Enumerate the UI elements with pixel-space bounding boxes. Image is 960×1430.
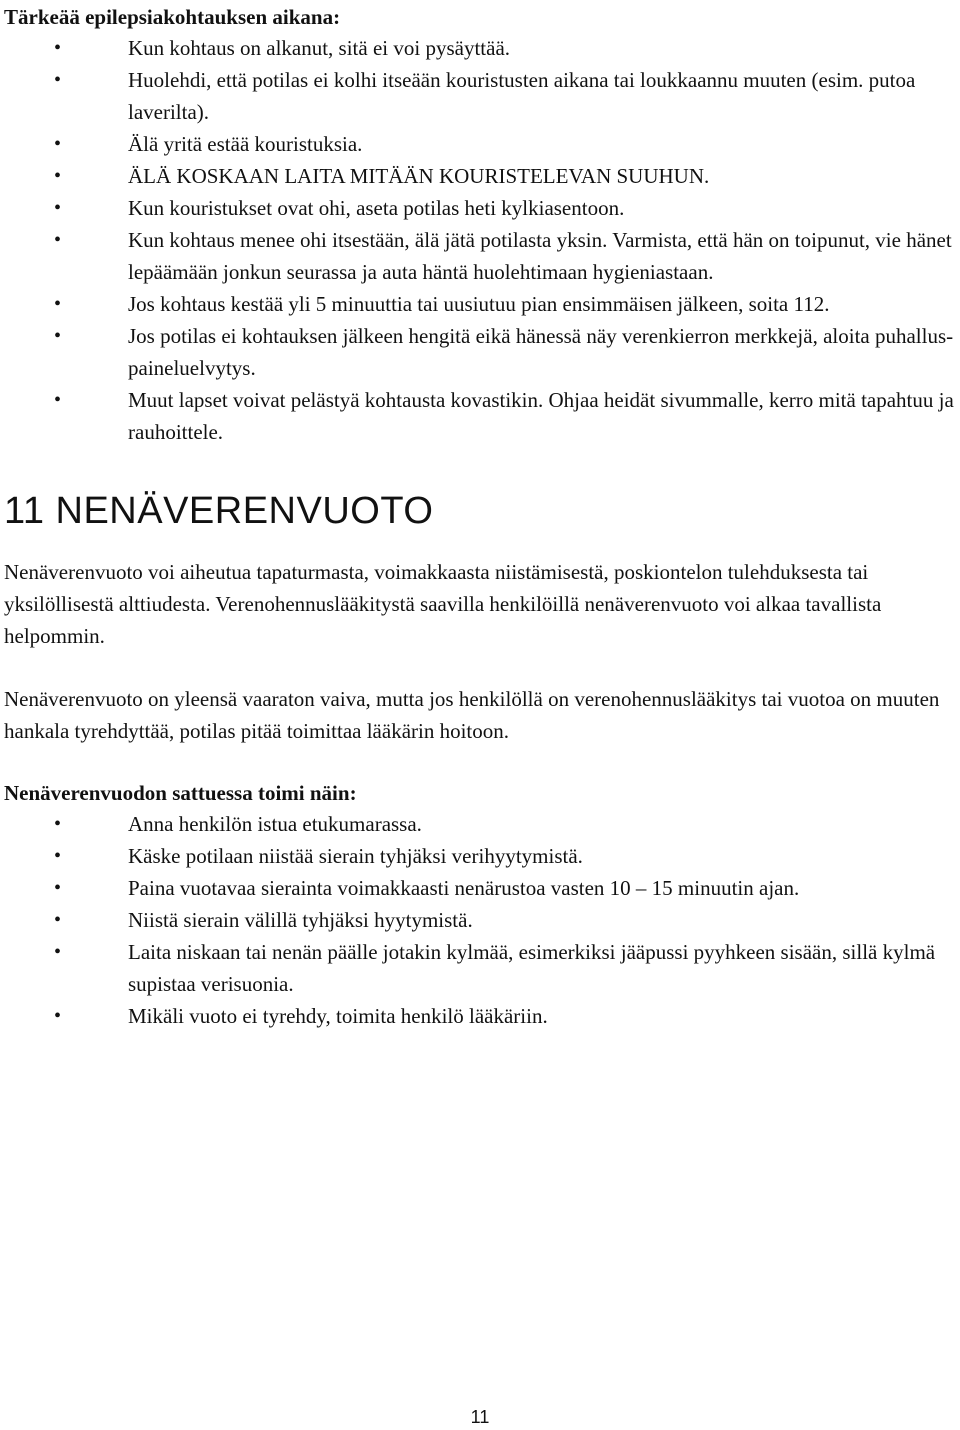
bullet-icon: • — [54, 69, 62, 91]
bullet-icon: • — [54, 845, 62, 867]
list-item — [4, 64, 956, 128]
list-item — [4, 224, 956, 288]
bullet-icon: • — [54, 229, 62, 251]
list-item — [4, 32, 956, 64]
bullet-icon: • — [54, 197, 62, 219]
bullet-icon: • — [54, 941, 62, 963]
bullet-icon: • — [54, 325, 62, 347]
list-item-text: Jos kohtaus kestää yli 5 minuuttia tai uusiutuu pian ensimmäisen jälkeen, soita 112. — [128, 292, 830, 316]
intro-paragraph: Nenäverenvuoto voi aiheutua tapaturmasta, voimakkaasta niistämisestä, poskiontelon tulehduksesta tai yksilöllisestä alttiudesta. Verenohennuslääkitystä saavilla henkilöillä nenäverenvuoto voi alkaa tavallista helpommin. — [4, 560, 882, 648]
list-item-text: Kun kouristukset ovat ohi, aseta potilas heti kylkiasentoon. — [128, 196, 625, 220]
list-item-text: Mikäli vuoto ei tyrehdy, toimita henkilö lääkäriin. — [128, 1004, 548, 1028]
seizure-list — [4, 32, 956, 448]
list-item — [4, 1000, 956, 1032]
bullet-icon: • — [54, 293, 62, 315]
list-item-text: Niistä sierain välillä tyhjäksi hyytymistä. — [128, 908, 473, 932]
list-item-text: Huolehdi, että potilas ei kolhi itseään kouristusten aikana tai loukkaannu muuten (esim. putoa laverilta). — [128, 68, 916, 124]
list-item — [4, 840, 956, 872]
list-item-text: Paina vuotavaa sierainta voimakkaasti nenärustoa vasten 10 – 15 minuutin ajan. — [128, 876, 800, 900]
list-item-text: Käske potilaan niistää sierain tyhjäksi verihyytymistä. — [128, 844, 583, 868]
list-item — [4, 128, 956, 160]
list-item-text: Jos potilas ei kohtauksen jälkeen hengitä eikä hänessä näy verenkierron merkkejä, aloita puhallus-paineluelvytys. — [128, 324, 954, 380]
list-item-text: Anna henkilön istua etukumarassa. — [128, 812, 422, 836]
bullet-icon: • — [54, 813, 62, 835]
list-item — [4, 288, 956, 320]
bullet-icon: • — [54, 389, 62, 411]
section-title: 11 NENÄVERENVUOTO — [4, 490, 434, 532]
bullet-icon: • — [54, 909, 62, 931]
list-item — [4, 384, 956, 448]
bullet-icon: • — [54, 133, 62, 155]
list-item-text: Kun kohtaus menee ohi itsestään, älä jätä potilasta yksin. Varmista, että hän on toipunut, vie hänet lepäämään jonkun seurassa ja auta häntä huolehtimaan hygieniastaan. — [128, 228, 952, 284]
list-item — [4, 872, 956, 904]
list-item — [4, 936, 956, 1000]
bullet-icon: • — [54, 37, 62, 59]
bullet-icon: • — [54, 165, 62, 187]
safety-paragraph: Nenäverenvuoto on yleensä vaaraton vaiva, mutta jos henkilöllä on verenohennuslääkitys tai vuotoa on muuten hankala tyrehdyttää, potilas pitää toimittaa lääkärin hoitoon. — [4, 687, 940, 743]
list-item-text: ÄLÄ KOSKAAN LAITA MITÄÄN KOURISTELEVAN SUUHUN. — [128, 164, 710, 188]
list-item — [4, 160, 956, 192]
seizure-heading: Tärkeää epilepsiakohtauksen aikana: — [4, 5, 341, 29]
list-item — [4, 808, 956, 840]
list-item-text: Laita niskaan tai nenän päälle jotakin kylmää, esimerkiksi jääpussi pyyhkeen sisään, sillä kylmä supistaa verisuonia. — [128, 940, 936, 996]
nosebleed-heading: Nenäverenvuodon sattuessa toimi näin: — [4, 781, 357, 805]
list-item — [4, 320, 956, 384]
page-number: 11 — [470, 1407, 490, 1427]
list-item — [4, 192, 956, 224]
list-item — [4, 904, 956, 936]
bullet-icon: • — [54, 1005, 62, 1027]
bullet-icon: • — [54, 877, 62, 899]
list-item-text: Muut lapset voivat pelästyä kohtausta kovastikin. Ohjaa heidät sivummalle, kerro mitä tapahtuu ja rauhoittele. — [128, 388, 954, 444]
nosebleed-list — [4, 808, 956, 1032]
list-item-text: Kun kohtaus on alkanut, sitä ei voi pysäyttää. — [128, 36, 511, 60]
list-item-text: Älä yritä estää kouristuksia. — [128, 132, 363, 156]
